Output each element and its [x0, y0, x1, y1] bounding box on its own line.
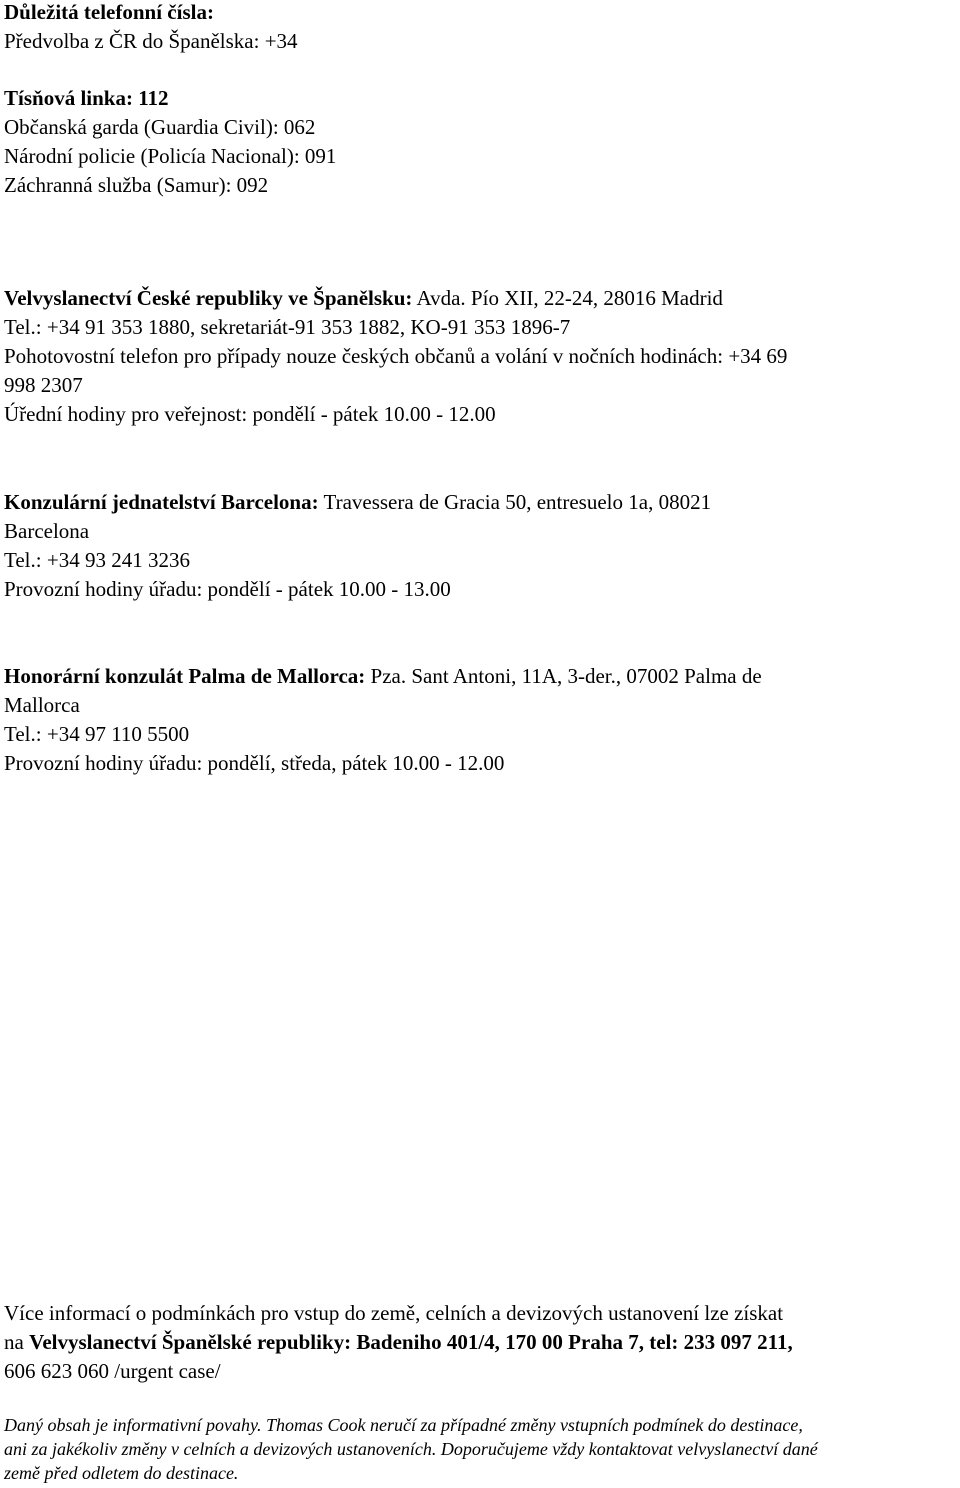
- embassy-hours: Úřední hodiny pro veřejnost: pondělí - pátek 10.00 - 12.00: [4, 402, 496, 426]
- palma-hours: Provozní hodiny úřadu: pondělí, středa, pátek 10.00 - 12.00: [4, 751, 505, 775]
- guardia-civil-line: Občanská garda (Guardia Civil): 062: [4, 115, 316, 139]
- more-info-prefix: na: [4, 1330, 24, 1354]
- barcelona-title: [4, 488, 958, 517]
- embassy-name: Velvyslanectví České republiky ve Španělsku:: [4, 286, 413, 310]
- important-phones-section: [4, 0, 958, 56]
- emergency-numbers: [4, 84, 958, 200]
- palma-name: Honorární konzulát Palma de Mallorca:: [4, 664, 366, 688]
- embassy-title: [4, 284, 958, 313]
- emergency-line: Tísňová linka: 112: [4, 86, 169, 110]
- palma-address-2: Mallorca: [4, 693, 80, 717]
- barcelona-name: Konzulární jednatelství Barcelona:: [4, 490, 319, 514]
- embassy-tel: Tel.: +34 91 353 1880, sekretariát-91 353 1882, KO-91 353 1896-7: [4, 315, 571, 339]
- more-info-section: [4, 1299, 958, 1386]
- barcelona-address-2: Barcelona: [4, 519, 90, 543]
- policia-line: Národní policie (Policía Nacional): 091: [4, 144, 337, 168]
- disclaimer: [4, 1413, 958, 1485]
- barcelona-tel: Tel.: +34 93 241 3236: [4, 548, 190, 572]
- spanish-embassy-contact: Velvyslanectví Španělské republiky: Badeniho 401/4, 170 00 Praha 7, tel: 233 097 211,: [29, 1330, 793, 1354]
- disclaimer-line-2: ani za jakékoliv změny v celních a devizových ustanoveních. Doporučujeme vždy kontaktovat velvyslanectví dané: [4, 1439, 818, 1459]
- more-info-line-3: 606 623 060 /urgent case/: [4, 1359, 221, 1383]
- prefix-line: Předvolba z ČR do Španělska: +34: [4, 29, 298, 53]
- palma-tel: Tel.: +34 97 110 5500: [4, 722, 190, 746]
- palma-title: [4, 662, 958, 691]
- barcelona-address-1: Travessera de Gracia 50, entresuelo 1a, 08021: [323, 490, 712, 514]
- phones-heading: Důležitá telefonní čísla:: [4, 0, 214, 24]
- palma-section: [4, 662, 958, 778]
- barcelona-hours: Provozní hodiny úřadu: pondělí - pátek 10.00 - 13.00: [4, 577, 451, 601]
- palma-address-1: Pza. Sant Antoni, 11A, 3-der., 07002 Palma de: [370, 664, 762, 688]
- embassy-address: Avda. Pío XII, 22-24, 28016 Madrid: [416, 286, 723, 310]
- barcelona-section: [4, 488, 958, 604]
- more-info-line-1: Více informací o podmínkách pro vstup do země, celních a devizových ustanovení lze získat: [4, 1301, 784, 1325]
- embassy-emergency-2: 998 2307: [4, 373, 83, 397]
- disclaimer-line-1: Daný obsah je informativní povahy. Thomas Cook neručí za případné změny vstupních podmínek do destinace,: [4, 1415, 803, 1435]
- more-info-line-2: [4, 1328, 958, 1357]
- embassy-emergency-1: Pohotovostní telefon pro případy nouze českých občanů a volání v nočních hodinách: +34 69: [4, 344, 788, 368]
- embassy-section: [4, 284, 958, 429]
- disclaimer-line-3: země před odletem do destinace.: [4, 1463, 239, 1483]
- samur-line: Záchranná služba (Samur): 092: [4, 173, 269, 197]
